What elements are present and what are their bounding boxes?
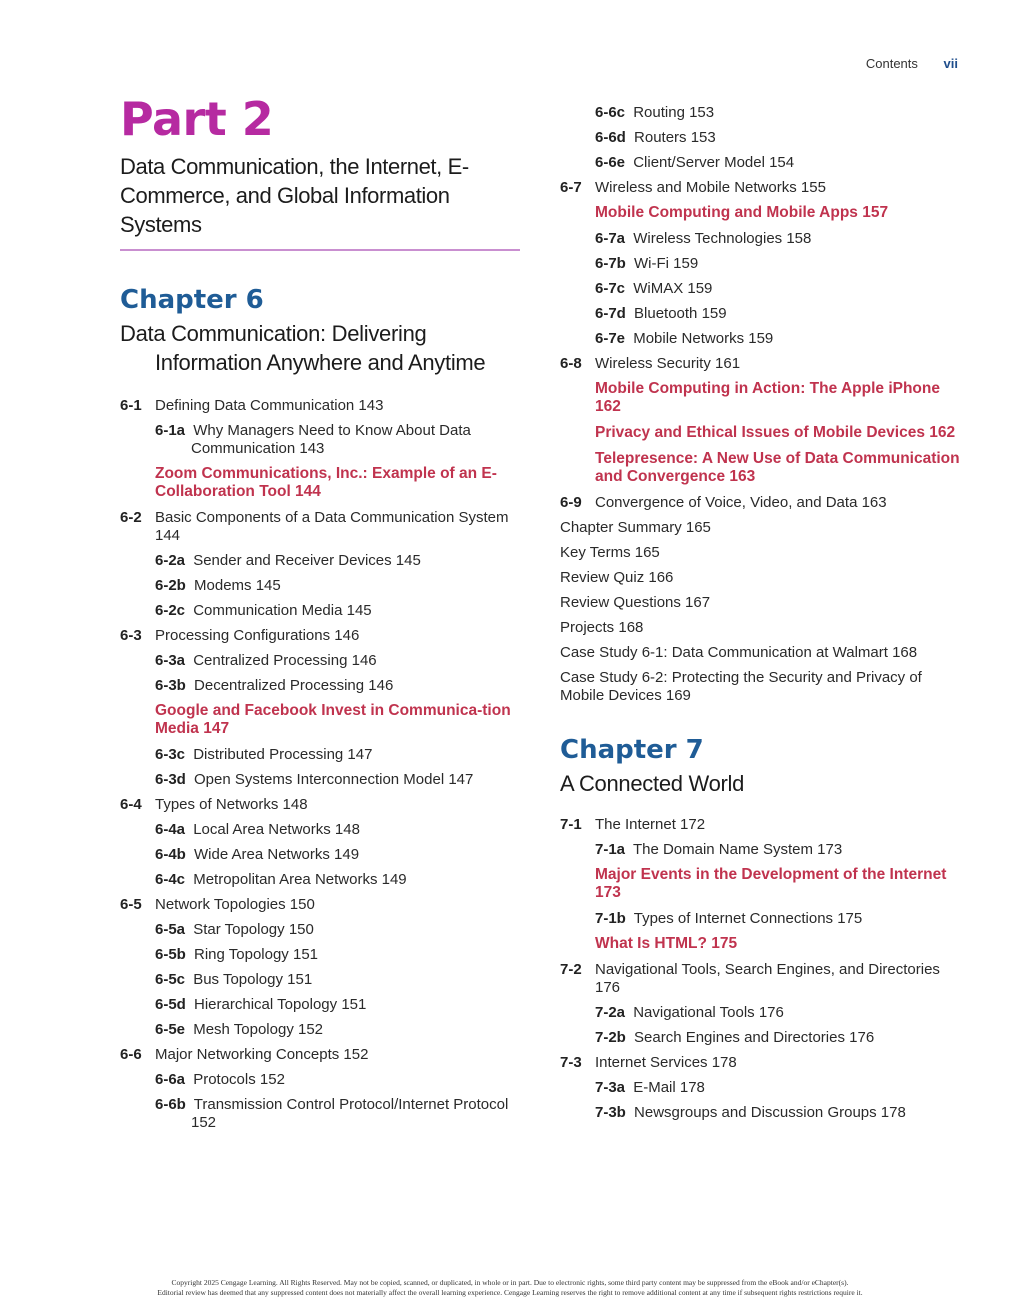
toc-subsection-entry[interactable] (560, 305, 960, 323)
section-number: 6-2b (155, 577, 186, 594)
section-number: 7-2 (560, 961, 582, 978)
section-title: Basic Components of a Data Communication System 144 (155, 509, 509, 544)
section-number: 6-3a (155, 652, 186, 669)
toc-feature-entry[interactable]: Mobile Computing and Mobile Apps 157 (595, 204, 889, 221)
section-title: Bus Topology 151 (193, 971, 313, 988)
part-title: Part 2 (120, 92, 274, 146)
left-column (120, 92, 520, 1139)
section-number: 6-5e (155, 1021, 186, 1038)
section-title: Convergence of Voice, Video, and Data 163 (595, 494, 887, 511)
toc-feature-entry[interactable]: Zoom Communications, Inc.: Example of an E-Collaboration Tool 144 (155, 465, 497, 500)
section-number: 6-7 (560, 179, 582, 196)
toc-subsection-entry[interactable] (560, 330, 960, 348)
toc-section-entry[interactable] (120, 509, 520, 545)
section-title: Major Networking Concepts 152 (155, 1046, 369, 1063)
toc-subsection-entry[interactable] (560, 255, 960, 273)
section-number: 6-5a (155, 921, 186, 938)
toc-subsection-entry[interactable] (120, 821, 520, 839)
section-title: Types of Internet Connections 175 (633, 910, 863, 927)
toc-backmatter-entry[interactable]: Projects 168 (560, 619, 644, 636)
chapter-title: Data Communication: Delivering Information Anywhere and Anytime (120, 321, 486, 375)
toc-backmatter-entry[interactable]: Review Questions 167 (560, 594, 711, 611)
section-number: 6-6d (595, 129, 626, 146)
toc-section-entry[interactable] (120, 796, 520, 814)
toc-section-entry[interactable] (120, 896, 520, 914)
chapter-7-heading (560, 737, 960, 798)
section-number: 6-8 (560, 355, 582, 372)
toc-subsection-entry[interactable] (120, 1021, 520, 1039)
toc-subsection-entry[interactable] (560, 1004, 960, 1022)
section-number: 6-6c (595, 104, 626, 121)
header-label: Contents (865, 56, 918, 71)
section-title: Wireless and Mobile Networks 155 (595, 179, 826, 196)
toc-subsection-entry[interactable] (560, 910, 960, 928)
section-number: 6-7b (595, 255, 626, 272)
section-number: 6-6a (155, 1071, 186, 1088)
toc-subsection-entry[interactable] (120, 746, 520, 764)
toc-subsection-entry[interactable] (120, 971, 520, 989)
toc-subsection-entry[interactable] (560, 129, 960, 147)
section-number: 6-5d (155, 996, 186, 1013)
copyright-line: Copyright 2025 Cengage Learning. All Rights Reserved. May not be copied, scanned, or duplicated, in whole or in part. Due to electronic rights, some third party content may be suppressed from the eBook and/or eChapter(s). (171, 1278, 849, 1287)
toc-subsection-entry[interactable] (120, 652, 520, 670)
toc-section-entry[interactable] (560, 355, 960, 373)
section-number: 7-3b (595, 1104, 626, 1121)
section-title: Mobile Networks 159 (633, 330, 774, 347)
section-title: Bluetooth 159 (634, 305, 727, 322)
section-title: Processing Configurations 146 (155, 627, 360, 644)
toc-subsection-entry[interactable] (560, 841, 960, 859)
toc-feature-entry[interactable]: Google and Facebook Invest in Communica-tion Media 147 (155, 702, 511, 737)
toc-subsection-entry[interactable] (120, 871, 520, 889)
chapter-6-toc-continued (560, 104, 960, 705)
section-title: Wireless Security 161 (595, 355, 741, 372)
section-number: 6-3c (155, 746, 186, 763)
chapter-6-heading (120, 287, 520, 377)
toc-backmatter-entry[interactable]: Case Study 6-2: Protecting the Security and Privacy of Mobile Devices 169 (560, 669, 922, 704)
section-title: Decentralized Processing 146 (194, 677, 394, 694)
section-number: 6-7d (595, 305, 626, 322)
toc-subsection-entry[interactable] (120, 1096, 520, 1132)
toc-subsection-entry[interactable] (560, 104, 960, 122)
section-title: Sender and Receiver Devices 145 (193, 552, 421, 569)
section-number: 6-6b (155, 1096, 186, 1113)
section-title: Metropolitan Area Networks 149 (193, 871, 407, 888)
running-header (866, 56, 958, 71)
toc-subsection-entry[interactable] (560, 1104, 960, 1122)
section-number: 6-2a (155, 552, 186, 569)
toc-subsection-entry[interactable] (120, 946, 520, 964)
toc-subsection-entry[interactable] (120, 996, 520, 1014)
section-number: 6-4c (155, 871, 186, 888)
toc-feature-entry[interactable]: What Is HTML? 175 (595, 935, 738, 952)
section-title: WiMAX 159 (633, 280, 713, 297)
section-number: 6-7c (595, 280, 626, 297)
section-number: 6-1a (155, 422, 186, 439)
section-number: 6-6e (595, 154, 626, 171)
section-number: 6-6 (120, 1046, 142, 1063)
toc-subsection-entry[interactable] (560, 1079, 960, 1097)
section-title: Why Managers Need to Know About Data Communication 143 (191, 422, 471, 457)
section-title: Defining Data Communication 143 (155, 397, 384, 414)
section-title: The Domain Name System 173 (632, 841, 843, 858)
chapter-6-toc (120, 397, 520, 1132)
section-title: Newsgroups and Discussion Groups 178 (634, 1104, 906, 1121)
section-title: Modems 145 (194, 577, 281, 594)
toc-subsection-entry[interactable] (120, 921, 520, 939)
section-title: Internet Services 178 (595, 1054, 737, 1071)
toc-subsection-entry[interactable] (120, 846, 520, 864)
part-divider (120, 249, 520, 251)
section-number: 7-3a (595, 1079, 626, 1096)
section-title: Wireless Technologies 158 (633, 230, 812, 247)
chapter-title: A Connected World (560, 771, 745, 796)
section-number: 6-2 (120, 509, 142, 526)
section-number: 6-3b (155, 677, 186, 694)
section-number: 6-1 (120, 397, 142, 414)
section-title: Search Engines and Directories 176 (634, 1029, 875, 1046)
section-number: 6-2c (155, 602, 186, 619)
section-number: 7-2b (595, 1029, 626, 1046)
section-number: 6-4a (155, 821, 186, 838)
section-title: Types of Networks 148 (155, 796, 308, 813)
section-number: 6-7e (595, 330, 626, 347)
section-title: Star Topology 150 (193, 921, 314, 938)
toc-subsection-entry[interactable] (120, 1071, 520, 1089)
toc-backmatter-entry[interactable]: Key Terms 165 (560, 544, 660, 561)
section-title: Communication Media 145 (193, 602, 372, 619)
toc-subsection-entry[interactable] (120, 577, 520, 595)
toc-subsection-entry[interactable] (120, 771, 520, 789)
chapter-7-toc (560, 816, 960, 1122)
toc-subsection-entry[interactable] (120, 602, 520, 620)
section-number: 6-3d (155, 771, 186, 788)
toc-backmatter-entry[interactable]: Chapter Summary 165 (560, 519, 711, 536)
section-number: 6-3 (120, 627, 142, 644)
toc-backmatter-entry[interactable]: Case Study 6-1: Data Communication at Walmart 168 (560, 644, 918, 661)
section-title: Local Area Networks 148 (193, 821, 360, 838)
copyright-line: Editorial review has deemed that any suppressed content does not materially affect the overall learning experience. Cengage Learning reserves the right to remove additional content at any time if subsequent rights restrictions require it. (157, 1288, 863, 1297)
section-number: 7-1 (560, 816, 582, 833)
section-title: Network Topologies 150 (155, 896, 315, 913)
toc-feature-entry[interactable]: Mobile Computing in Action: The Apple iPhone 162 (595, 380, 940, 415)
toc-section-entry[interactable] (120, 627, 520, 645)
chapter-label: Chapter 6 (120, 285, 264, 315)
section-title: Distributed Processing 147 (193, 746, 373, 763)
toc-feature-entry[interactable]: Privacy and Ethical Issues of Mobile Devices 162 (595, 424, 956, 441)
toc-subsection-entry[interactable] (120, 677, 520, 695)
toc-section-entry[interactable] (560, 494, 960, 512)
section-title: Protocols 152 (193, 1071, 285, 1088)
section-title: Wide Area Networks 149 (194, 846, 360, 863)
section-title: Centralized Processing 146 (193, 652, 377, 669)
toc-subsection-entry[interactable] (120, 422, 520, 458)
part-subtitle: Data Communication, the Internet, E-Commerce, and Global Information Systems (120, 154, 469, 237)
right-column (560, 104, 960, 1129)
section-title: Routing 153 (633, 104, 715, 121)
toc-feature-entry[interactable]: Telepresence: A New Use of Data Communication and Convergence 163 (595, 450, 960, 485)
section-number: 6-5c (155, 971, 186, 988)
toc-subsection-entry[interactable] (560, 1029, 960, 1047)
section-number: 7-2a (595, 1004, 626, 1021)
toc-section-entry[interactable] (560, 179, 960, 197)
toc-section-entry[interactable] (120, 1046, 520, 1064)
toc-subsection-entry[interactable] (560, 280, 960, 298)
section-title: Ring Topology 151 (194, 946, 318, 963)
toc-section-entry[interactable] (560, 961, 960, 997)
section-title: Transmission Control Protocol/Internet Protocol 152 (191, 1096, 509, 1131)
section-number: 6-9 (560, 494, 582, 511)
toc-section-entry[interactable] (560, 1054, 960, 1072)
section-number: 7-1a (595, 841, 626, 858)
section-title: Wi-Fi 159 (634, 255, 699, 272)
section-title: Navigational Tools 176 (633, 1004, 784, 1021)
section-title: Hierarchical Topology 151 (194, 996, 367, 1013)
section-number: 7-1b (595, 910, 626, 927)
section-title: The Internet 172 (595, 816, 706, 833)
copyright-footer (0, 1278, 1020, 1298)
section-title: Client/Server Model 154 (633, 154, 795, 171)
toc-subsection-entry[interactable] (560, 230, 960, 248)
toc-section-entry[interactable] (120, 397, 520, 415)
toc-backmatter-entry[interactable]: Review Quiz 166 (560, 569, 674, 586)
section-title: Mesh Topology 152 (193, 1021, 324, 1038)
section-number: 6-4 (120, 796, 142, 813)
toc-feature-entry[interactable]: Major Events in the Development of the Internet 173 (595, 866, 947, 901)
section-number: 6-7a (595, 230, 626, 247)
section-number: 6-5 (120, 896, 142, 913)
toc-subsection-entry[interactable] (560, 154, 960, 172)
page-number: vii (943, 56, 958, 71)
section-title: Routers 153 (634, 129, 716, 146)
section-number: 7-3 (560, 1054, 582, 1071)
section-title: Navigational Tools, Search Engines, and Directories 176 (595, 961, 940, 996)
chapter-label: Chapter 7 (560, 735, 704, 765)
toc-section-entry[interactable] (560, 816, 960, 834)
toc-subsection-entry[interactable] (120, 552, 520, 570)
section-title: E-Mail 178 (633, 1079, 705, 1096)
section-number: 6-4b (155, 846, 186, 863)
section-number: 6-5b (155, 946, 186, 963)
section-title: Open Systems Interconnection Model 147 (194, 771, 474, 788)
